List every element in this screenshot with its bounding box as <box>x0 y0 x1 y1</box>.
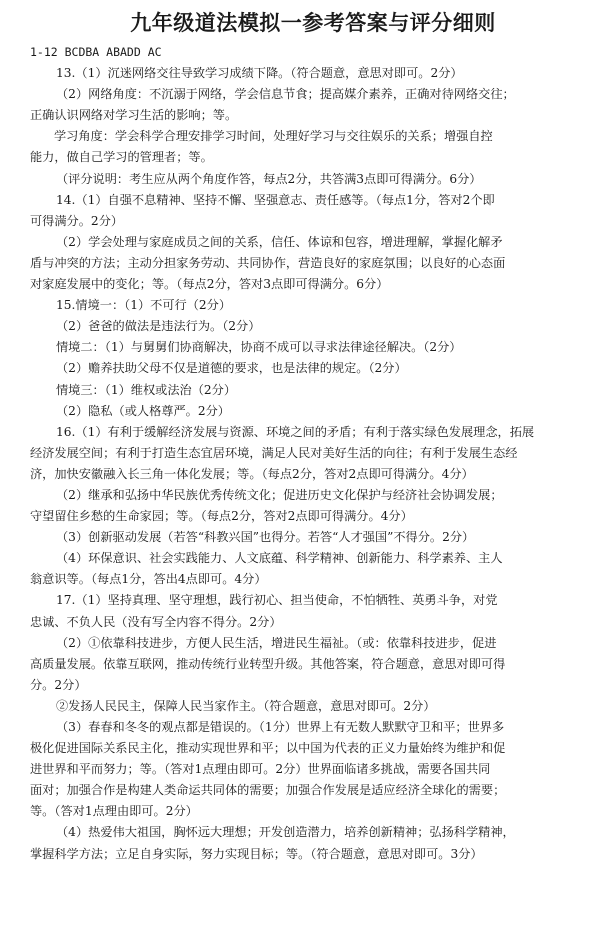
answer-line: 翁意识等。（每点1分，答出4点即可。4分） <box>30 572 267 587</box>
answer-line: 济，加快安徽融入长三角一体化发展；等。（每点2分，答对2点即可得满分。4分） <box>30 466 474 481</box>
answer-line: 极化促进国际关系民主化，推动实现世界和平；以中国为代表的正义力量始终为维护和促 <box>30 741 506 756</box>
answer-line: 能力，做自己学习的管理者；等。 <box>30 150 213 165</box>
answer-line: 正确认识网络对学习生活的影响；等。 <box>30 108 238 123</box>
answer-line: （3）创新驱动发展（若答“科教兴国”也得分。若答“人才强国”不得分。2分） <box>56 530 475 545</box>
answer-line: ②发扬人民民主，保障人民当家作主。（符合题意，意思对即可。2分） <box>56 698 436 713</box>
document-title: 九年级道法模拟一参考答案与评分细则 <box>130 11 496 35</box>
answer-line: 分。2分） <box>30 677 87 692</box>
answer-line: 可得满分。2分） <box>30 213 124 228</box>
answer-line: （2）赡养扶助父母不仅是道德的要求，也是法律的规定。（2分） <box>56 361 407 376</box>
answer-line: 学习角度：学会科学合理安排学习时间，处理好学习与交往娱乐的关系；增强自控 <box>54 129 493 144</box>
scoring-note-line: （评分说明：考生应从两个角度作答，每点2分，共答满3点即可得满分。6分） <box>56 171 482 186</box>
answer-line: 13.（1）沉迷网络交往导致学习成绩下降。（符合题意，意思对即可。2分） <box>56 66 463 81</box>
answer-line: （2）隐私（或人格尊严。2分） <box>56 403 230 418</box>
answer-line: （4）环保意识、社会实践能力、人文底蕴、科学精神、创新能力、科学素养、主人 <box>56 551 503 566</box>
answer-line: 面对；加强合作是构建人类命运共同体的需要；加强合作发展是适应经济全球化的需要； <box>30 783 506 798</box>
answer-line: （2）①依靠科技进步，方便人民生活，增进民生福祉。（或：依靠科技进步，促进 <box>56 635 497 650</box>
answer-line: 对家庭发展中的变化；等。（每点2分，答对3点即可得满分。6分） <box>30 277 389 292</box>
answer-line: 忠诚、不负人民（没有写全内容不得分。2分） <box>30 614 282 629</box>
answer-line: （2）网络角度：不沉溺于网络，学会信息节食；提高媒介素养，正确对待网络交往； <box>56 87 515 102</box>
answer-line: 进世界和平而努力；等。（答对1点理由即可。2分）世界面临诸多挑战，需要各国共同 <box>30 762 491 777</box>
answer-line: 守望留住乡愁的生命家园；等。（每点2分，答对2点即可得满分。4分） <box>30 509 413 524</box>
answer-line: （4）热爱伟大祖国，胸怀远大理想；开发创造潜力，培养创新精神；弘扬科学精神， <box>56 825 515 840</box>
answer-line: 14.（1）自强不息精神、坚持不懈、坚强意志、责任感等。（每点1分，答对2个即 <box>56 192 495 207</box>
answer-line: 等。（答对1点理由即可。2分） <box>30 804 198 819</box>
answer-line: （2）继承和弘扬中华民族优秀传统文化；促进历史文化保护与经济社会协调发展； <box>56 487 503 502</box>
answer-line: （3）春春和冬冬的观点都是错误的。（1分）世界上有无数人默默守卫和平；世界多 <box>56 720 505 734</box>
answer-line: （2）爸爸的做法是违法行为。（2分） <box>56 319 261 334</box>
answer-line: 15.情境一：（1）不可行（2分） <box>56 298 232 313</box>
answer-line: 经济发展空间；有利于打造生态宜居环境，满足人民对美好生活的向往；有利于发展生态经 <box>30 445 518 460</box>
answer-line: 情境三：（1）维权或法治（2分） <box>56 382 237 397</box>
answer-line: 16.（1）有利于缓解经济发展与资源、环境之间的矛盾；有利于落实绿色发展理念，拓展 <box>56 424 535 439</box>
answer-line: 情境二：（1）与舅舅们协商解决，协商不成可以寻求法律途径解决。（2分） <box>56 340 462 355</box>
answer-line: （2）学会处理与家庭成员之间的关系，信任、体谅和包容，增进理解，掌握化解矛 <box>56 234 503 249</box>
answer-line: 盾与冲突的方法；主动分担家务劳动、共同协作，营造良好的家庭氛围；以良好的心态面 <box>30 255 506 270</box>
answer-line: 17.（1）坚持真理、坚守理想，践行初心、担当使命，不怕牺牲、英勇斗争，对党 <box>56 593 498 608</box>
mc-answers-line: 1-12 BCDBA ABADD AC <box>30 45 162 59</box>
answer-line: 高质量发展。依靠互联网，推动传统行业转型升级。其他答案，符合题意，意思对即可得 <box>30 656 506 671</box>
answer-line: 掌握科学方法；立足自身实际，努力实现目标；等。（符合题意，意思对即可。3分） <box>30 846 483 861</box>
